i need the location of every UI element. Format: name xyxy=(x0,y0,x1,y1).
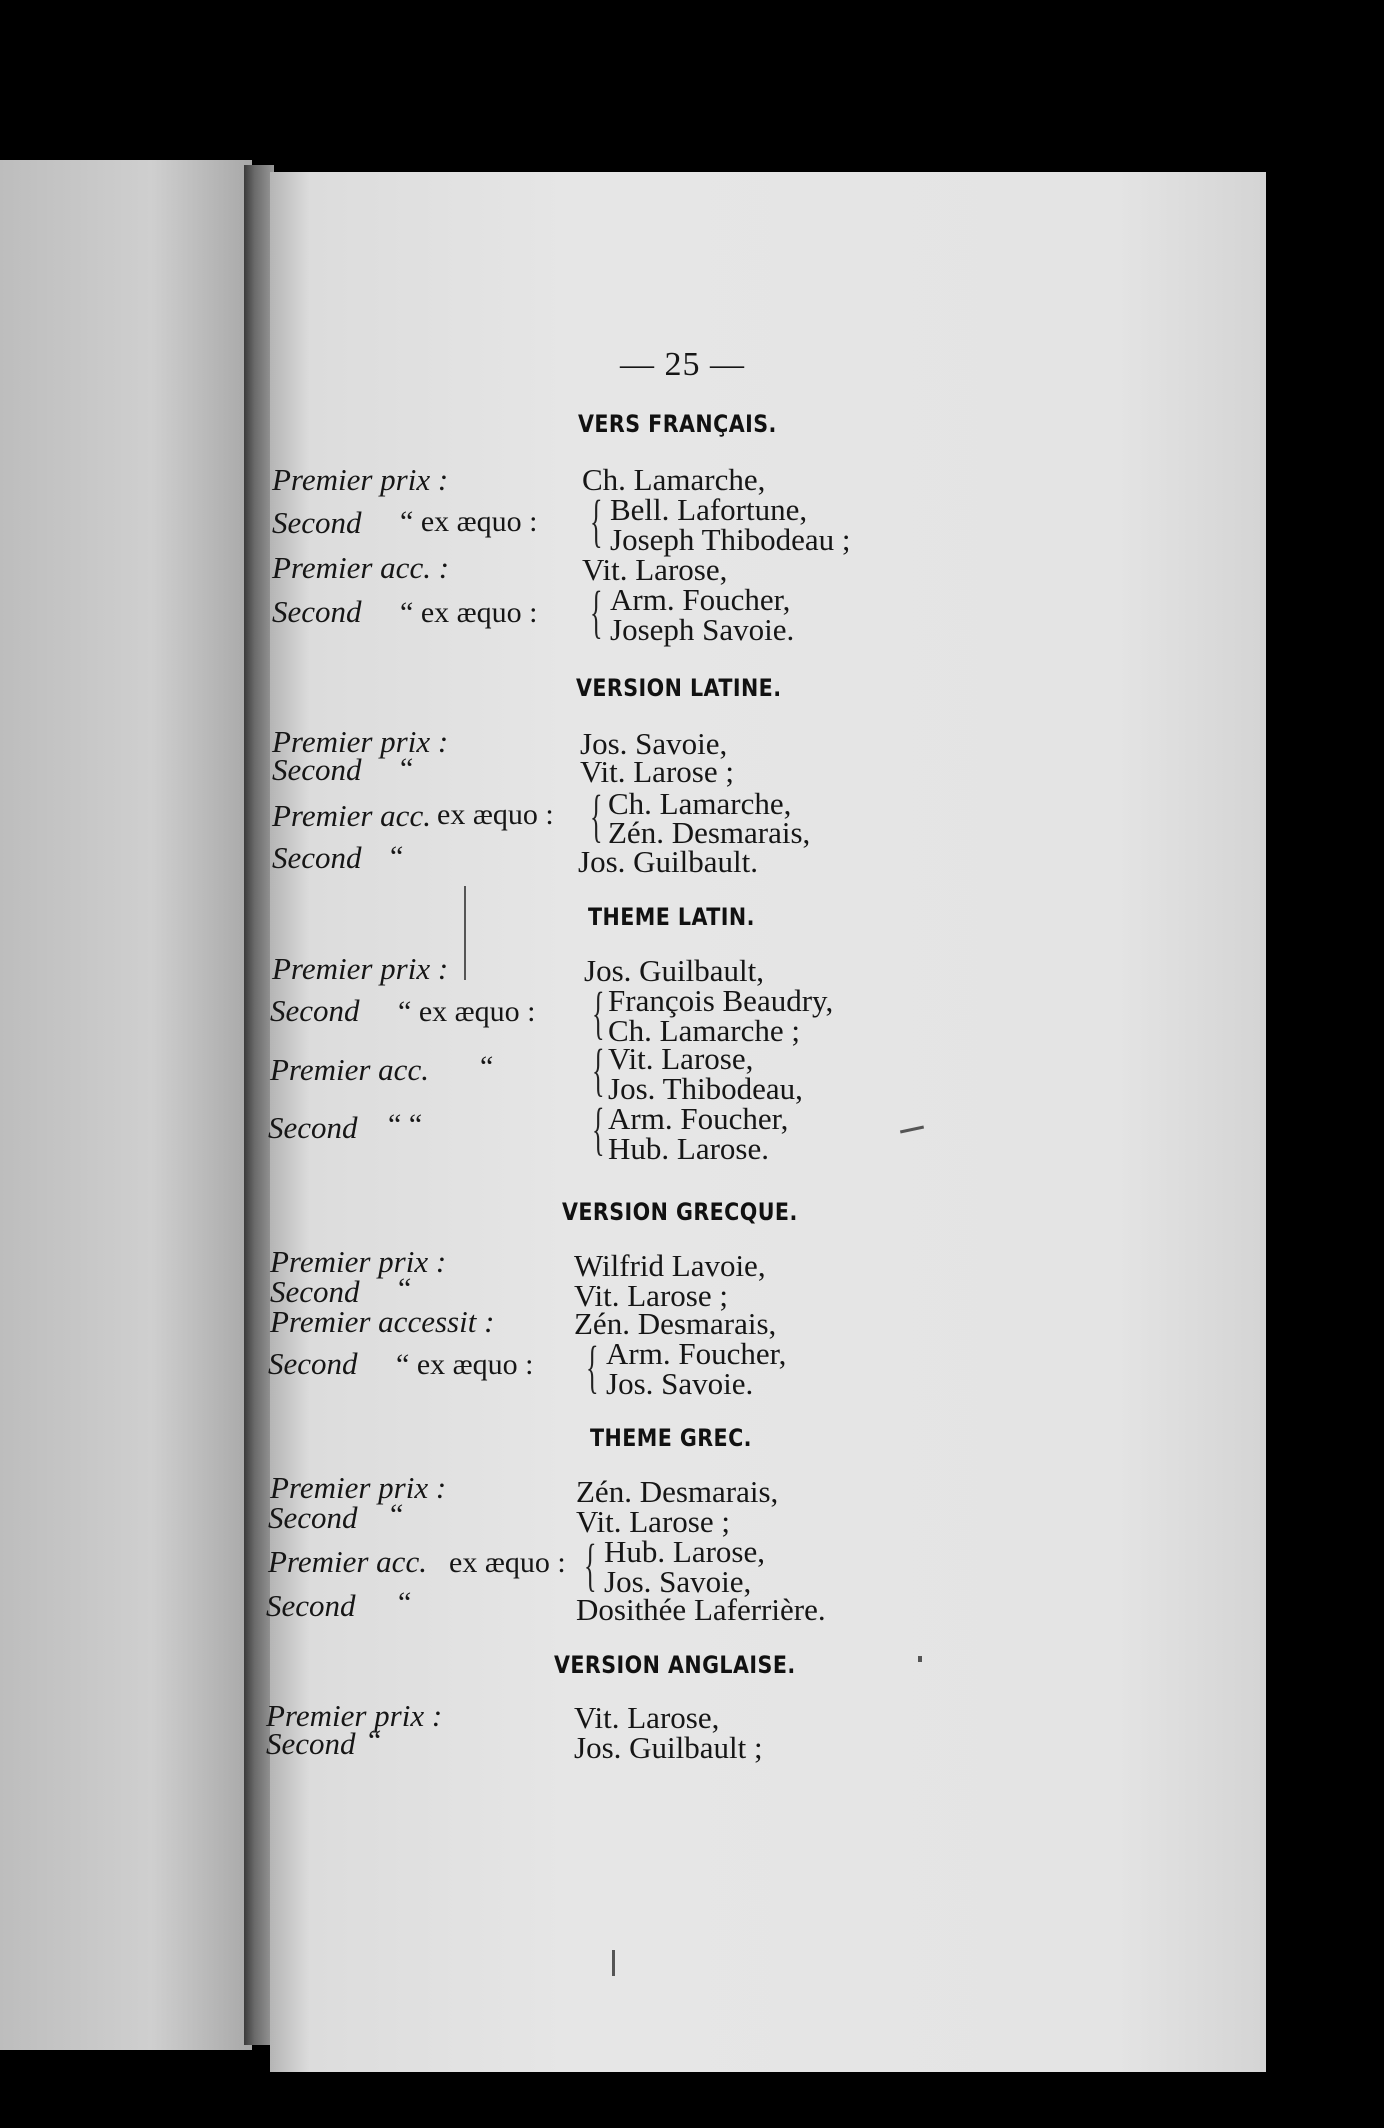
label-second: Second xyxy=(272,594,362,629)
ditto-mark: “ xyxy=(390,840,404,873)
winner-name: Zén. Desmarais, xyxy=(608,815,811,850)
ditto-ex-aequo: “ ex æquo : xyxy=(398,995,536,1028)
label-premier-accessit: Premier acc. xyxy=(272,798,431,833)
winner-name: Joseph Thibodeau ; xyxy=(610,522,851,557)
ex-aequo-label: ex æquo : xyxy=(437,798,554,831)
label-second: Second xyxy=(268,1110,358,1145)
label-premier-prix: Premier prix : xyxy=(270,1244,447,1279)
brace-symbol: { xyxy=(584,1532,597,1597)
ink-speck xyxy=(612,1950,615,1976)
label-second: Second xyxy=(272,505,362,540)
label-premier-accessit: Premier acc. : xyxy=(272,550,450,585)
winner-name: Jos. Savoie, xyxy=(604,1564,752,1599)
ditto-ex-aequo: “ ex æquo : xyxy=(396,1348,534,1381)
label-second: Second xyxy=(270,993,360,1028)
winner-name: Jos. Thibodeau, xyxy=(608,1071,803,1106)
winner-name: Jos. Guilbault, xyxy=(584,953,764,988)
ditto-ex-aequo: “ ex æquo : xyxy=(400,505,538,538)
winner-name: Vit. Larose ; xyxy=(580,754,734,789)
brace-symbol: { xyxy=(586,1334,599,1399)
label-second: Second xyxy=(268,1500,358,1535)
ditto-mark: “ xyxy=(398,1586,412,1619)
brace-symbol: { xyxy=(592,1037,605,1102)
winner-name: Ch. Lamarche, xyxy=(608,786,792,821)
section-heading-theme-latin: THEME LATIN. xyxy=(588,903,755,931)
facing-page xyxy=(0,160,252,2050)
label-premier-prix: Premier prix : xyxy=(272,724,449,759)
section-heading-vers-francais: VERS FRANÇAIS. xyxy=(578,410,777,438)
winner-name: Arm. Foucher, xyxy=(606,1336,787,1371)
ink-speck xyxy=(918,1656,922,1662)
winner-name: Wilfrid Lavoie, xyxy=(574,1248,766,1283)
ditto-mark: “ xyxy=(368,1724,382,1757)
brace-symbol: { xyxy=(590,579,603,644)
brace-symbol: { xyxy=(590,783,603,848)
ink-stroke xyxy=(464,886,466,980)
winner-name: Arm. Foucher, xyxy=(608,1101,789,1136)
winner-name: Vit. Larose ; xyxy=(574,1278,728,1313)
brace-symbol: { xyxy=(592,1096,605,1161)
ditto-ex-aequo: “ ex æquo : xyxy=(400,596,538,629)
label-premier-prix: Premier prix : xyxy=(272,951,449,986)
winner-name: Hub. Larose. xyxy=(608,1131,769,1166)
label-second: Second xyxy=(270,1274,360,1309)
ditto-mark: “ “ xyxy=(388,1108,423,1141)
winner-name: Dosithée Laferrière. xyxy=(576,1592,826,1627)
winner-name: Vit. Larose, xyxy=(582,552,728,587)
label-second: Second xyxy=(272,752,362,787)
winner-name: Jos. Guilbault. xyxy=(578,844,758,879)
brace-symbol: { xyxy=(592,980,605,1045)
winner-name: Vit. Larose ; xyxy=(576,1504,730,1539)
winner-name: Vit. Larose, xyxy=(608,1041,754,1076)
label-premier-accessit: Premier acc. xyxy=(270,1052,429,1087)
section-heading-theme-grec: THEME GREC. xyxy=(590,1424,752,1452)
ditto-mark: “ xyxy=(390,1498,404,1531)
winner-name: Vit. Larose, xyxy=(574,1700,720,1735)
ditto-mark: “ xyxy=(400,752,414,785)
winner-name: François Beaudry, xyxy=(608,983,834,1018)
winner-name: Jos. Savoie. xyxy=(606,1366,754,1401)
page-number: — 25 — xyxy=(620,346,745,383)
winner-name: Jos. Guilbault ; xyxy=(574,1730,763,1765)
winner-name: Ch. Lamarche, xyxy=(582,462,766,497)
ditto-mark: “ xyxy=(398,1272,412,1305)
winner-name: Arm. Foucher, xyxy=(610,582,791,617)
winner-name: Zén. Desmarais, xyxy=(574,1306,777,1341)
section-heading-version-anglaise: VERSION ANGLAISE. xyxy=(554,1651,796,1679)
ditto-mark: “ xyxy=(480,1050,494,1083)
winner-name: Bell. Lafortune, xyxy=(610,492,808,527)
section-heading-version-latine: VERSION LATINE. xyxy=(576,674,782,702)
label-premier-prix: Premier prix : xyxy=(270,1470,447,1505)
winner-name: Hub. Larose, xyxy=(604,1534,765,1569)
label-premier-accessit: Premier acc. xyxy=(268,1544,427,1579)
label-second: Second xyxy=(266,1726,356,1761)
winner-name: Joseph Savoie. xyxy=(610,612,795,647)
brace-symbol: { xyxy=(590,488,603,553)
ex-aequo-label: ex æquo : xyxy=(449,1546,566,1579)
label-second: Second xyxy=(272,840,362,875)
label-premier-accessit: Premier accessit : xyxy=(270,1304,495,1339)
winner-name: Ch. Lamarche ; xyxy=(608,1013,800,1048)
section-heading-version-grecque: VERSION GRECQUE. xyxy=(562,1198,798,1226)
label-premier-prix: Premier prix : xyxy=(272,462,449,497)
winner-name: Jos. Savoie, xyxy=(580,726,728,761)
label-second: Second xyxy=(266,1588,356,1623)
label-premier-prix: Premier prix : xyxy=(266,1698,443,1733)
label-second: Second xyxy=(268,1346,358,1381)
winner-name: Zén. Desmarais, xyxy=(576,1474,779,1509)
